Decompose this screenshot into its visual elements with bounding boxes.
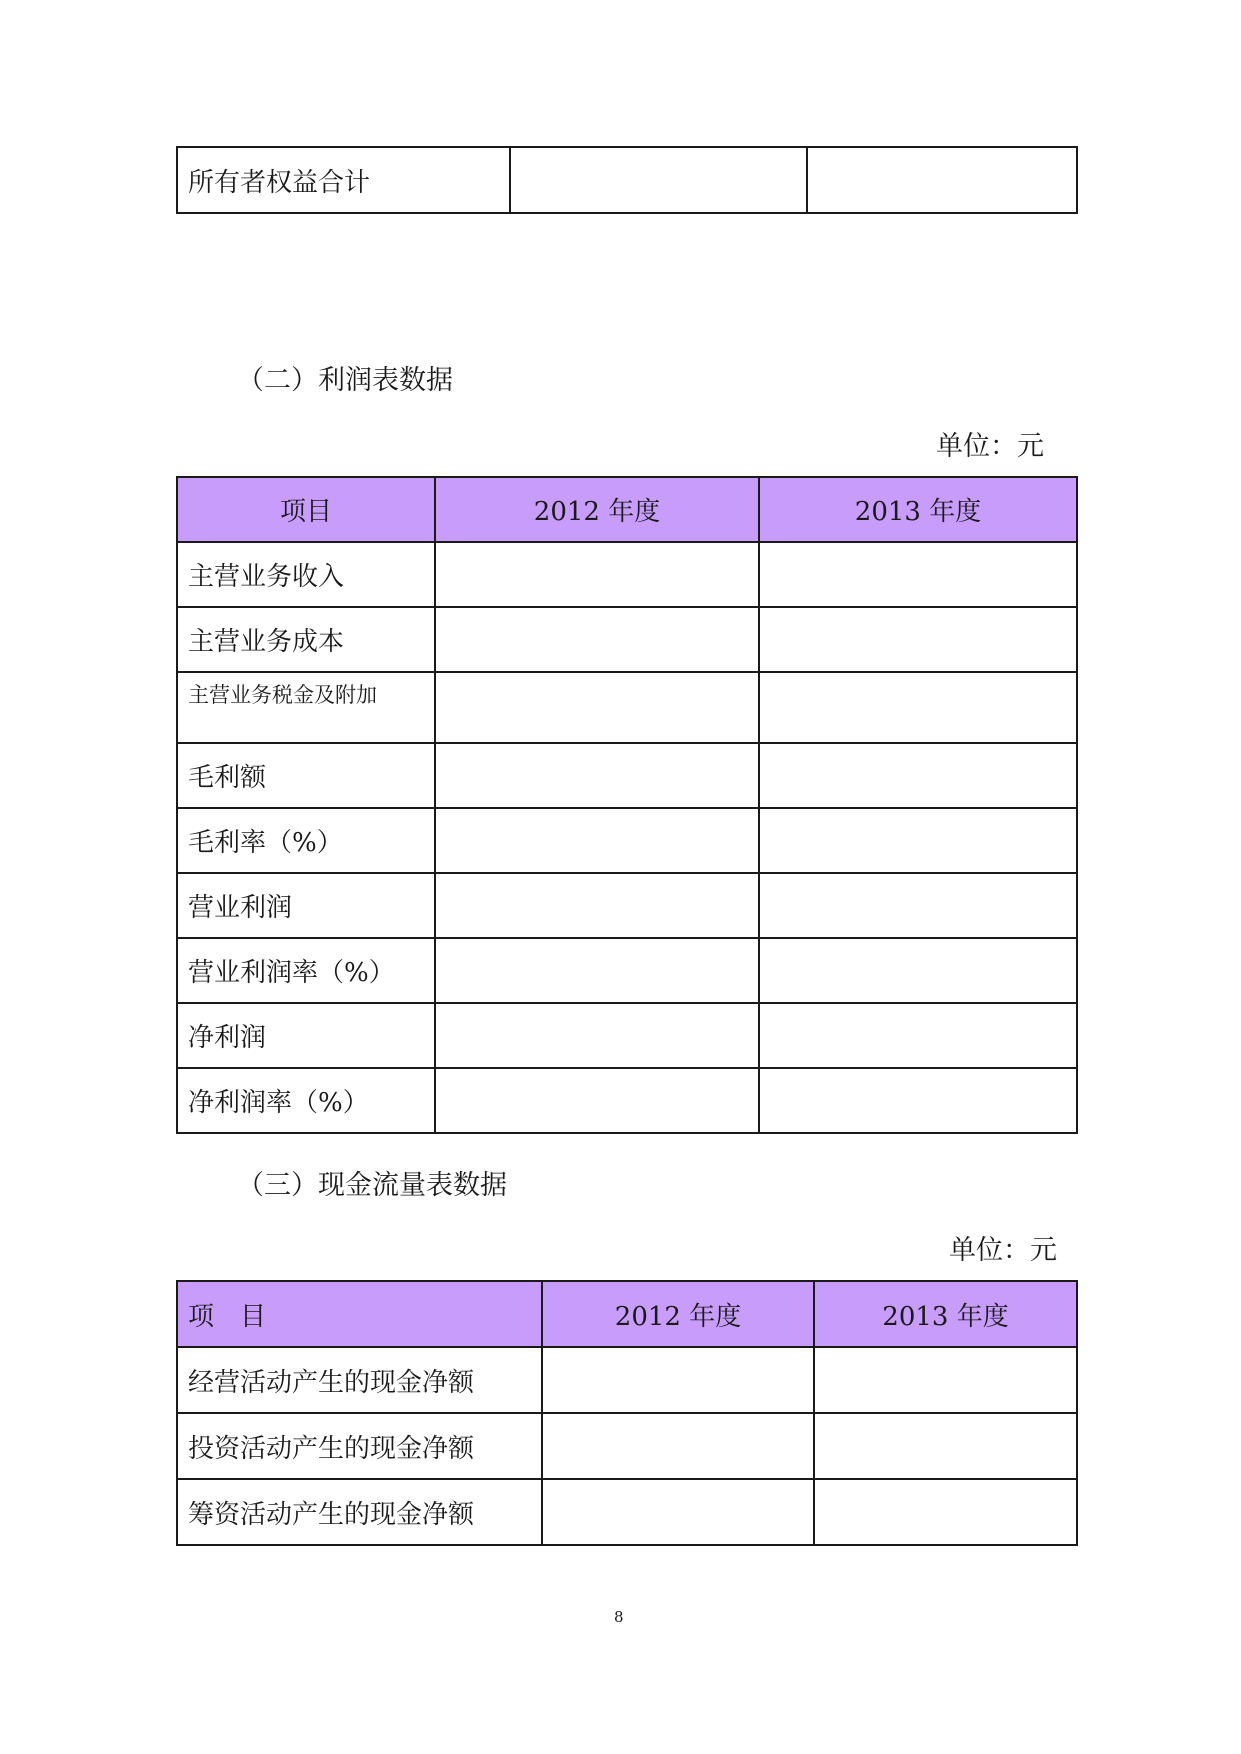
table-row (177, 607, 1077, 672)
row-label: 主营业务成本 (177, 607, 435, 672)
row-label: 投资活动产生的现金净额 (177, 1413, 542, 1479)
value-2012-cell (542, 1479, 814, 1545)
value-2013-cell (759, 607, 1077, 672)
table-row (177, 672, 1077, 743)
table-header-row (177, 1281, 1077, 1347)
table-row (177, 1413, 1077, 1479)
value-2012-cell (435, 1068, 759, 1133)
value-2012-cell (435, 938, 759, 1003)
row-label: 毛利率（%） (177, 808, 435, 873)
table-row (177, 873, 1077, 938)
value-2012-cell (435, 1003, 759, 1068)
header-2012: 2012 年度 (542, 1281, 814, 1347)
table-row (177, 938, 1077, 1003)
row-label: 主营业务收入 (177, 542, 435, 607)
value-2013-cell (814, 1347, 1077, 1413)
header-item: 项目 (177, 477, 435, 542)
value-2013-cell (759, 542, 1077, 607)
table-row (177, 1479, 1077, 1545)
table-row (177, 1347, 1077, 1413)
value-2013-cell (759, 743, 1077, 808)
row-label: 净利润率（%） (177, 1068, 435, 1133)
row-label: 毛利额 (177, 743, 435, 808)
cash-table (176, 1280, 1078, 1546)
header-item: 项 目 (177, 1281, 542, 1347)
value-2012-cell (435, 607, 759, 672)
value-2012-cell (435, 743, 759, 808)
table-row (177, 1068, 1077, 1133)
value-2012-cell (435, 672, 759, 743)
value-2012-cell (510, 147, 807, 213)
cash-unit-label: 单位：元 (949, 1235, 1057, 1266)
row-label: 所有者权益合计 (177, 147, 510, 213)
value-2012-cell (435, 873, 759, 938)
value-2012-cell (542, 1413, 814, 1479)
row-label: 净利润 (177, 1003, 435, 1068)
income-table (176, 476, 1078, 1134)
header-2013: 2013 年度 (759, 477, 1077, 542)
income-unit-label: 单位：元 (936, 431, 1044, 462)
header-2013: 2013 年度 (814, 1281, 1077, 1347)
table-header-row (177, 477, 1077, 542)
value-2013-cell (759, 808, 1077, 873)
equity-table (176, 146, 1078, 214)
value-2013-cell (814, 1413, 1077, 1479)
row-label: 经营活动产生的现金净额 (177, 1347, 542, 1413)
value-2013-cell (814, 1479, 1077, 1545)
cash-section-heading: （三）现金流量表数据 (237, 1170, 507, 1201)
row-label: 营业利润率（%） (177, 938, 435, 1003)
row-label: 主营业务税金及附加 (177, 672, 435, 743)
value-2013-cell (759, 1068, 1077, 1133)
value-2013-cell (759, 1003, 1077, 1068)
value-2013-cell (759, 938, 1077, 1003)
value-2012-cell (542, 1347, 814, 1413)
page-number: 8 (614, 1608, 624, 1626)
row-label: 筹资活动产生的现金净额 (177, 1479, 542, 1545)
header-2012: 2012 年度 (435, 477, 759, 542)
value-2013-cell (807, 147, 1077, 213)
income-section-heading: （二）利润表数据 (237, 365, 453, 396)
value-2013-cell (759, 873, 1077, 938)
row-label: 营业利润 (177, 873, 435, 938)
table-row (177, 743, 1077, 808)
table-row (177, 808, 1077, 873)
table-row (177, 1003, 1077, 1068)
table-row (177, 542, 1077, 607)
value-2013-cell (759, 672, 1077, 743)
value-2012-cell (435, 808, 759, 873)
value-2012-cell (435, 542, 759, 607)
table-row (177, 147, 1077, 213)
